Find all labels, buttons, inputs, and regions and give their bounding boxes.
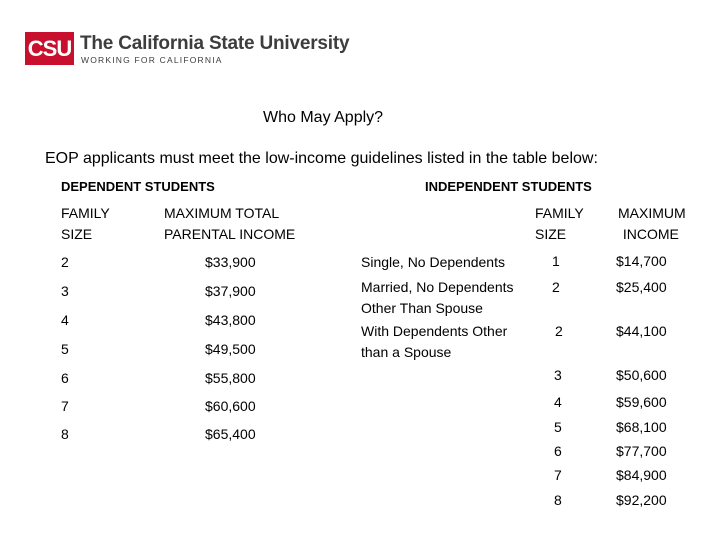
intro-text: EOP applicants must meet the low-income guidelines listed in the table below: xyxy=(45,150,598,167)
col-head-line: SIZE xyxy=(535,226,567,242)
table-cell-income: $50,600 xyxy=(616,367,667,383)
table-cell-size: 1 xyxy=(552,253,560,269)
table-cell-size: 6 xyxy=(61,370,69,386)
table-cell-income: $14,700 xyxy=(616,253,667,269)
col-head-line: SIZE xyxy=(61,226,93,242)
table-cell-size: 7 xyxy=(554,467,562,483)
table-cell-income: $55,800 xyxy=(205,370,256,386)
col-head-line: PARENTAL INCOME xyxy=(164,226,296,242)
table-cell-size: 3 xyxy=(554,367,562,383)
table-cell-income: $25,400 xyxy=(616,279,667,295)
page-title: Who May Apply? xyxy=(263,109,384,126)
table-cell-size: 2 xyxy=(552,279,560,295)
table-cell-size: 8 xyxy=(61,426,69,442)
independent-section-title: INDEPENDENT STUDENTS xyxy=(425,179,592,194)
table-cell-income: $92,200 xyxy=(616,492,667,508)
table-cell-income: $65,400 xyxy=(205,426,256,442)
table-cell-size: 2 xyxy=(61,254,69,270)
dependent-section-title: DEPENDENT STUDENTS xyxy=(61,179,215,194)
table-cell-size: 2 xyxy=(555,323,563,339)
table-cell-income: $49,500 xyxy=(205,341,256,357)
category-line: Other Than Spouse xyxy=(361,300,483,316)
table-cell-size: 3 xyxy=(61,283,69,299)
table-cell-income: $37,900 xyxy=(205,283,256,299)
category-line: Married, No Dependents xyxy=(361,279,514,295)
table-cell-income: $59,600 xyxy=(616,394,667,410)
category-line: With Dependents Other xyxy=(361,323,508,339)
table-cell-income: $43,800 xyxy=(205,312,256,328)
table-cell-income: $33,900 xyxy=(205,254,256,270)
table-cell-size: 8 xyxy=(554,492,562,508)
table-cell-size: 6 xyxy=(554,443,562,459)
table-cell-size: 7 xyxy=(61,398,69,414)
table-cell-income: $68,100 xyxy=(616,419,667,435)
org-tagline: WORKING FOR CALIFORNIA xyxy=(81,55,223,65)
col-head-line: MAXIMUM TOTAL xyxy=(164,205,280,221)
table-cell-size: 5 xyxy=(61,341,69,357)
independent-col-family-size xyxy=(535,203,584,245)
col-head-line: INCOME xyxy=(622,226,679,242)
col-head-line: FAMILY xyxy=(61,205,110,221)
col-head-line: MAXIMUM xyxy=(618,205,686,221)
table-cell-size: 4 xyxy=(554,394,562,410)
independent-col-max-income xyxy=(616,203,686,245)
table-cell-category xyxy=(361,321,507,363)
org-name: The California State University xyxy=(80,33,350,54)
category-line: than a Spouse xyxy=(361,344,452,360)
category-line: Single, No Dependents xyxy=(361,254,505,270)
table-cell-category xyxy=(361,252,505,273)
table-cell-income: $60,600 xyxy=(205,398,256,414)
dependent-col-max-income xyxy=(164,203,295,245)
dependent-col-family-size xyxy=(61,203,110,245)
table-cell-size: 5 xyxy=(554,419,562,435)
table-cell-income: $84,900 xyxy=(616,467,667,483)
csu-logo-mark: CSU xyxy=(25,32,74,65)
table-cell-category xyxy=(361,277,514,319)
table-cell-size: 4 xyxy=(61,312,69,328)
col-head-line: FAMILY xyxy=(535,205,584,221)
table-cell-income: $44,100 xyxy=(616,323,667,339)
table-cell-income: $77,700 xyxy=(616,443,667,459)
